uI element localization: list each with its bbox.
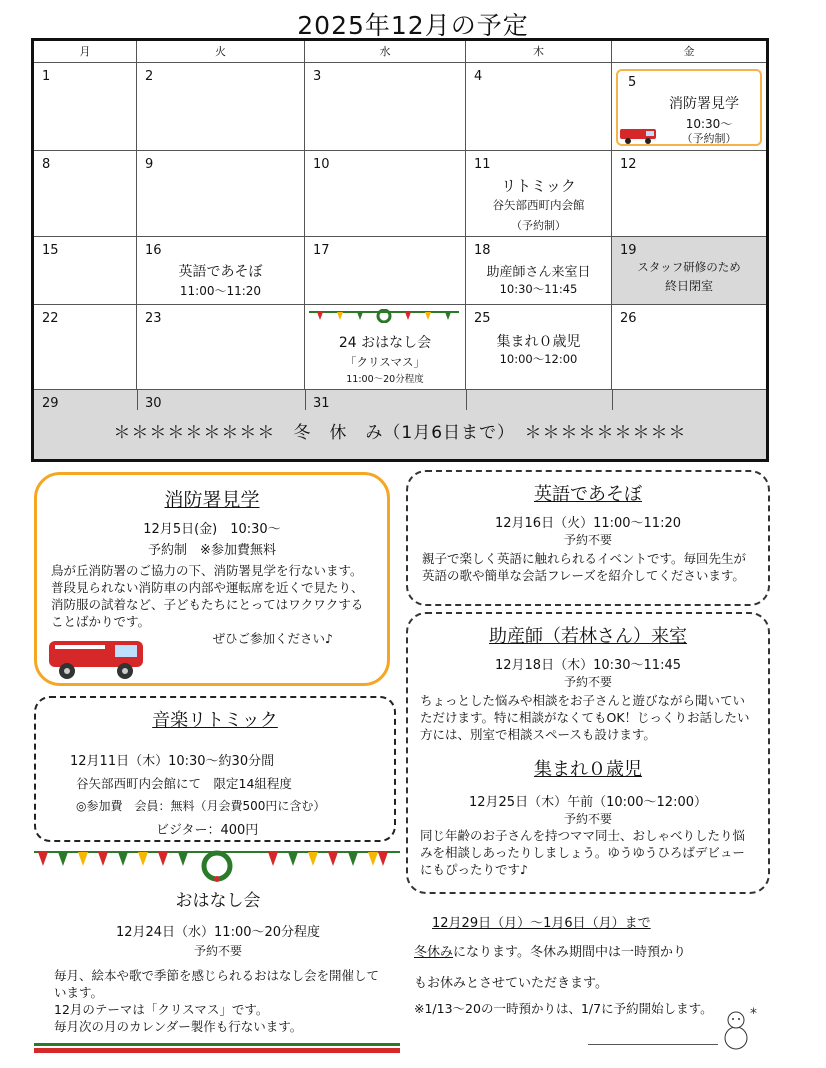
holiday-line1: になります。冬休み期間中は一時預かり (453, 945, 686, 960)
closure-reason: スタッフ研修のため (637, 260, 741, 274)
day-number: 8 (42, 157, 51, 172)
day-number: 15 (42, 243, 59, 258)
day-cell (137, 63, 305, 151)
panel-reserve: 予約不要 (563, 533, 612, 547)
english-panel (406, 470, 770, 606)
day-number: 10 (313, 157, 330, 172)
weekday-thu: 木 (466, 41, 612, 63)
day-cell (34, 305, 137, 390)
day-number: 19 (620, 243, 637, 258)
day-cell (34, 151, 137, 237)
winter-break-row (34, 390, 766, 459)
day-cell-dec11 (466, 151, 612, 237)
panel-reserve: 予約不要 (193, 944, 242, 958)
panel-theme: 12月のテーマは「クリスマス」です。 (54, 1002, 269, 1017)
baby-reserve: 予約不要 (563, 812, 612, 826)
event-time: 11:00～20分程度 (346, 374, 424, 385)
day-cell-dec18 (466, 237, 612, 305)
panel-reserve: 予約制 ※参加費無料 (148, 543, 276, 558)
christmas-garland-icon (34, 848, 400, 882)
day-number: 4 (474, 69, 483, 84)
day-number: 16 (145, 243, 162, 258)
fire-truck-icon (45, 635, 155, 681)
day-number: 17 (313, 243, 330, 258)
winter-break-label: ＊＊＊＊＊＊＊＊＊ 冬 休 み（1月6日まで） ＊＊＊＊＊＊＊＊＊ (113, 423, 687, 443)
event-note: （予約制） (681, 132, 737, 145)
day-cell (612, 305, 766, 390)
day-cell (305, 63, 466, 151)
panel-date: 12月18日（木）10:30～11:45 (494, 658, 681, 673)
day-cell (305, 237, 466, 305)
day-number: 2 (145, 69, 154, 84)
holiday-note: ※1/13～20の一時預かりは、1/7に予約開始します。 (414, 1001, 713, 1016)
closure-label: 終日閉室 (664, 279, 713, 293)
day-number: 31 (313, 396, 330, 411)
day-number: 22 (42, 311, 59, 326)
bottom-border (34, 1043, 400, 1053)
midwife-panel (406, 612, 770, 894)
panel-date: 12月24日（水）11:00～20分程度 (115, 925, 321, 940)
holiday-line2: もお休みとさせていただきます。 (414, 976, 608, 991)
event-title: リトミック (501, 177, 576, 195)
panel-calendar-note: 毎月次の月のカレンダー製作も行ないます。 (54, 1019, 303, 1034)
day-cell (137, 305, 305, 390)
panel-title: 助産師（若林さん）来室 (489, 626, 687, 647)
baby-body: 同じ年齢のお子さんを持つママ同士、おしゃべりしたり悩みを相談しあったりしましょう。ゆうゆうひろばデビューにもぴったりです♪ (420, 828, 746, 877)
event-title: 24 おはなし会 (338, 335, 432, 351)
event-time: 10:30～ (685, 117, 733, 131)
day-cell (34, 237, 137, 305)
panel-fee: ◎参加費 会員：無料（月会費500円に含む） (76, 799, 326, 813)
day-number: 9 (145, 157, 154, 172)
panel-title: おはなし会 (175, 891, 261, 911)
day-number: 26 (620, 311, 637, 326)
panel-title: 音楽リトミック (152, 710, 278, 731)
panel-body: ちょっとした悩みや相談をお子さんと遊びながら聞いていただけます。特に相談がなくてもOK！じっくりお話したい方には、別室で相談スペースも設けます。 (420, 693, 750, 742)
event-title: 助産師さん来室日 (486, 265, 591, 280)
weekday-mon: 月 (34, 41, 137, 63)
day-number: 25 (474, 311, 491, 326)
day-cell (137, 151, 305, 237)
event-title: 集まれ０歳児 (496, 334, 581, 350)
event-theme: 「クリスマス」 (344, 355, 426, 369)
day-number: 12 (620, 157, 637, 172)
panel-reserve: 予約不要 (563, 675, 612, 689)
day-number: 3 (313, 69, 322, 84)
panel-body: 毎月、絵本や歌で季節を感じられるおはなし会を開催しています。 (54, 968, 380, 1000)
storytime-panel (40, 886, 396, 1036)
baby-title: 集まれ０歳児 (534, 759, 642, 780)
day-number: 23 (145, 311, 162, 326)
event-time: 11:00～11:20 (179, 284, 262, 298)
weekday-wed: 水 (305, 41, 466, 63)
event-note: （予約制） (511, 219, 566, 232)
day-number: 1 (42, 69, 51, 84)
day-cell (34, 63, 137, 151)
event-place: 谷矢部西町内会館 (492, 198, 585, 212)
day-cell-dec25 (466, 305, 612, 390)
weekday-tue: 火 (137, 41, 305, 63)
calendar (31, 38, 769, 462)
day-cell-dec16 (137, 237, 305, 305)
panel-title: 英語であそぼ (534, 484, 642, 505)
snowman-icon (716, 1004, 766, 1054)
page-title: 2025年12月の予定 (297, 11, 529, 40)
event-title: 英語であそぼ (178, 264, 263, 280)
weekday-fri: 金 (612, 41, 766, 63)
svg-text:*: * (750, 1006, 757, 1022)
day-cell-dec24 (305, 305, 466, 390)
panel-place: 谷矢部西町内会館にて 限定14組程度 (76, 776, 292, 791)
holiday-period: 12月29日（月）～1月6日（月）まで (432, 916, 651, 931)
day-number: 30 (145, 396, 162, 411)
panel-date: 12月11日（木）10:30～約30分間 (70, 754, 275, 769)
day-cell (305, 151, 466, 237)
panel-body: 親子で楽しく英語に触れられるイベントです。毎回先生が英語の歌や簡単な会話フレーズを紹介してくださいます。 (422, 551, 747, 583)
panel-title: 消防署見学 (164, 489, 260, 511)
day-number: 11 (474, 157, 491, 172)
baby-date: 12月25日（木）午前（10:00～12:00） (468, 795, 707, 810)
day-cell-dec19 (612, 237, 766, 305)
winter-notice (414, 912, 766, 1042)
panel-date: 12月16日（火）11:00～11:20 (494, 516, 681, 531)
holiday-label: 冬休み (414, 945, 454, 960)
day-cell (612, 151, 766, 237)
snow-line (588, 1044, 718, 1045)
day-number: 18 (474, 243, 491, 258)
fire-truck-icon (618, 125, 662, 145)
rhythmic-panel (34, 696, 396, 842)
garland-icon (309, 309, 459, 323)
day-cell-dec5 (612, 63, 766, 151)
panel-visitor-fee: ビジター：400円 (156, 823, 259, 838)
event-time: 10:30～11:45 (499, 282, 578, 296)
panel-invite: ぜひご参加ください♪ (212, 631, 333, 646)
event-title: 消防署見学 (669, 96, 739, 112)
panel-date: 12月5日(金) 10:30～ (143, 522, 281, 537)
panel-body: 鳥が丘消防署のご協力の下、消防署見学を行ないます。普段見られない消防車の内部や運転席を近くで見たり、消防服の試着など、子どもたちにとってはワクワクすることばかりです。 (51, 563, 364, 629)
day-cell (466, 63, 612, 151)
day-number: 5 (628, 75, 637, 90)
fire-station-panel (34, 472, 390, 686)
event-time: 10:00～12:00 (499, 352, 578, 366)
day-number: 29 (42, 396, 59, 411)
